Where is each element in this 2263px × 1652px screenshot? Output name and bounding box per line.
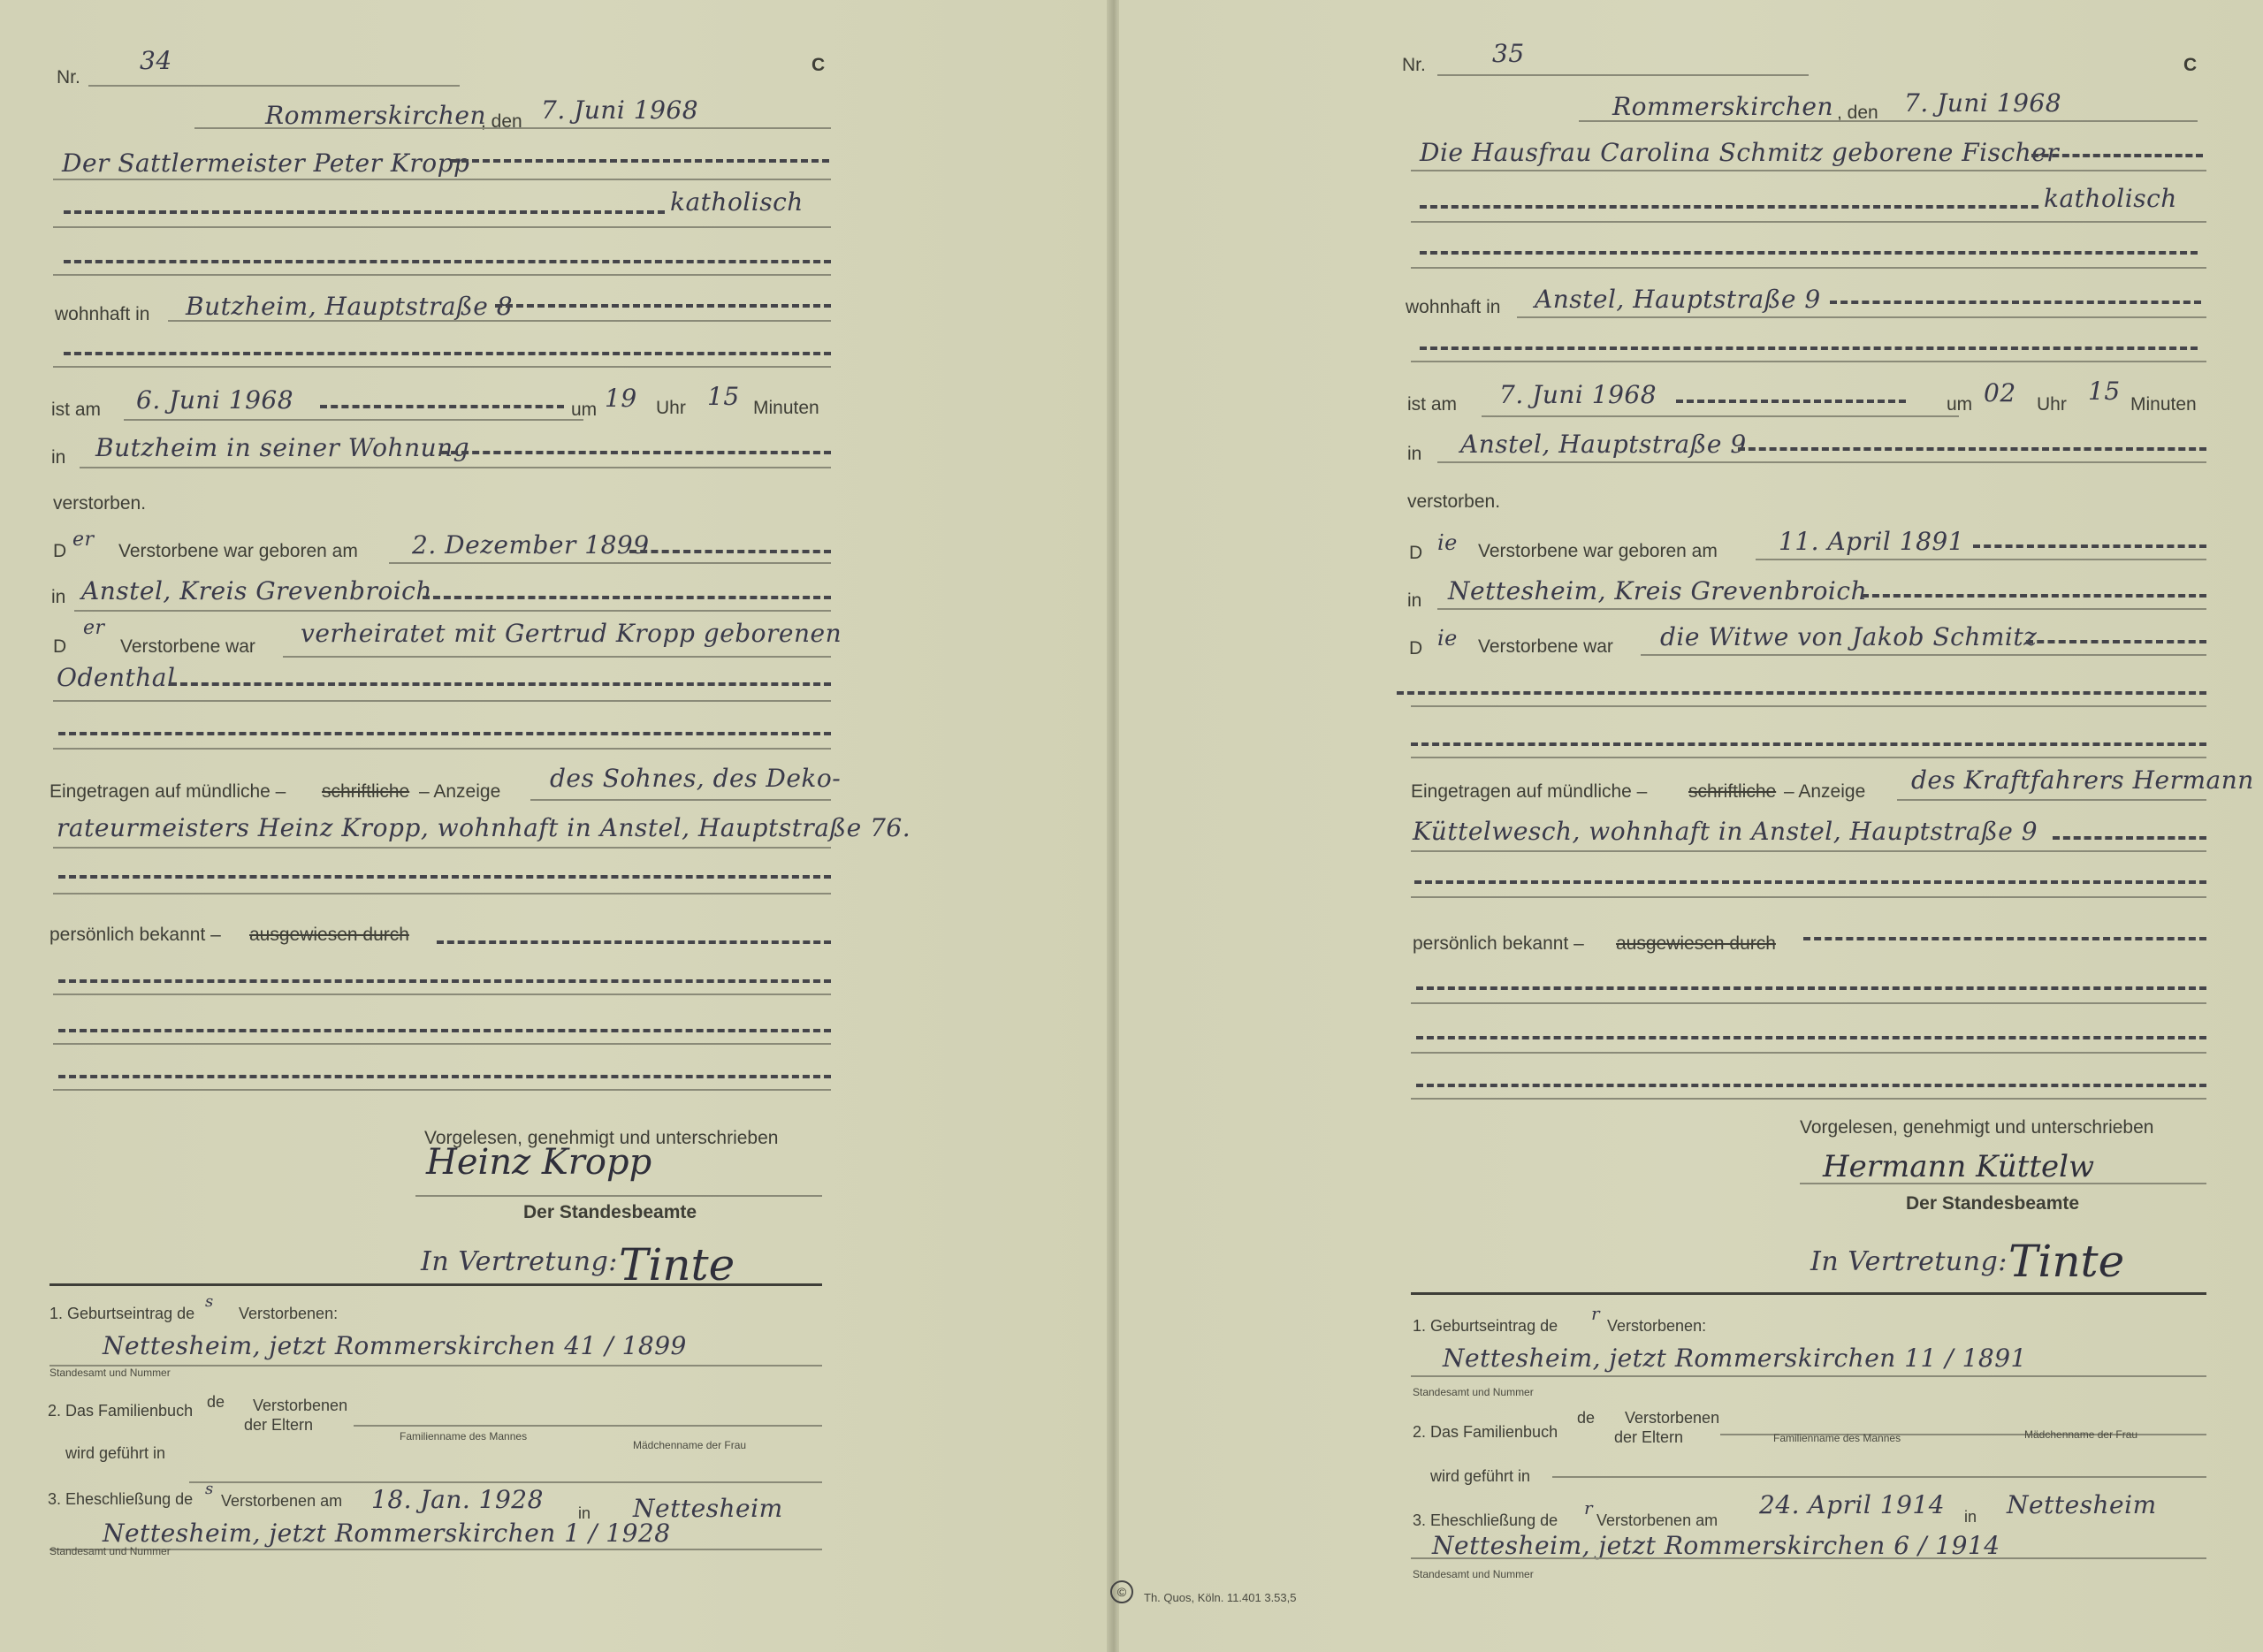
note1-value: Nettesheim, jetzt Rommerskirchen 41 / 1899	[103, 1331, 687, 1360]
marital-status: die Witwe von Jakob Schmitz	[1660, 622, 2038, 651]
rule	[53, 700, 831, 702]
birth-date: 11. April 1891	[1779, 527, 1965, 556]
rule	[1411, 1098, 2206, 1100]
maedchenname-frau: Mädchenname der Frau	[2024, 1428, 2138, 1441]
fill-dash	[1397, 691, 2206, 695]
entry-number: 35	[1492, 39, 1525, 68]
rule	[1411, 221, 2206, 223]
death-place: Butzheim in seiner Wohnung	[95, 433, 470, 462]
in-label: in	[1407, 590, 1422, 611]
entry-date: 7. Juni 1968	[541, 95, 699, 125]
in-label: in	[51, 447, 66, 468]
deceased-line: Die Hausfrau Carolina Schmitz geborene Fischer	[1420, 138, 2060, 167]
divider	[1411, 1292, 2206, 1295]
fill-dash	[423, 596, 831, 599]
standesamt-label: Standesamt und Nummer	[1413, 1568, 1534, 1580]
standesamt-label: Standesamt und Nummer	[50, 1367, 171, 1379]
official-signature: Tinte	[2008, 1236, 2125, 1287]
deceased-line: Der Sattlermeister Peter Kropp	[62, 148, 470, 178]
informant-signature: Hermann Küttelw	[1823, 1149, 2095, 1184]
note1-tail: Verstorbenen:	[1607, 1317, 1707, 1335]
vertretung-label: In Vertretung:	[421, 1246, 618, 1277]
rule	[1579, 120, 2198, 122]
rule	[53, 893, 831, 895]
religion: katholisch	[2044, 184, 2177, 213]
place: Rommerskirchen	[265, 101, 486, 130]
fill-dash	[495, 304, 831, 308]
rule	[1437, 74, 1809, 76]
death-date: 7. Juni 1968	[1499, 380, 1657, 409]
standesbeamte-label: Der Standesbeamte	[523, 1202, 697, 1222]
fill-dash	[58, 1075, 831, 1078]
wohnhaft-label: wohnhaft in	[1406, 297, 1501, 317]
bekannt-label: persönlich bekannt –	[1413, 933, 1584, 954]
fill-dash	[629, 550, 831, 553]
fill-dash	[440, 451, 831, 454]
familienname-mann: Familienname des Mannes	[400, 1430, 528, 1443]
verstorbene-war-label: Verstorbene war	[120, 636, 255, 657]
rule	[53, 847, 831, 849]
fill-dash	[1420, 251, 2198, 255]
fill-dash	[2026, 640, 2206, 643]
verstorbene-war-label: Verstorbene war	[1478, 636, 1613, 657]
schriftliche-struck: schriftliche	[1688, 781, 1777, 802]
note3-value: Nettesheim, jetzt Rommerskirchen 1 / 1928	[103, 1519, 671, 1548]
fill-dash	[58, 1029, 831, 1032]
note1-suffix: s	[205, 1292, 214, 1311]
marital-status: verheiratet mit Gertrud Kropp geborenen	[301, 619, 842, 648]
marriage-date: 18. Jan. 1928	[371, 1485, 544, 1514]
marriage-place: Nettesheim	[633, 1494, 783, 1523]
divider	[50, 1283, 822, 1286]
rule	[415, 1195, 822, 1197]
death-minutes: 15	[2088, 377, 2121, 406]
note3-value: Nettesheim, jetzt Rommerskirchen 6 / 1914	[1432, 1531, 2000, 1560]
rule	[80, 467, 831, 468]
note3-suffix: s	[205, 1480, 214, 1498]
vorgelesen-text: Vorgelesen, genehmigt und unterschrieben	[424, 1128, 779, 1148]
letter-code: C	[2183, 55, 2198, 75]
rule	[1897, 799, 2206, 801]
note2-gefuehrt: wird geführt in	[1430, 1467, 1531, 1485]
ist-am-label: ist am	[51, 400, 102, 420]
gender-suffix: er	[72, 529, 95, 551]
note2-verstorbenen: Verstorbenen	[253, 1397, 348, 1414]
d-prefix: D	[1409, 543, 1423, 563]
um-label: um	[1947, 394, 1973, 415]
fill-dash	[1830, 301, 2201, 304]
fill-dash	[1416, 1036, 2206, 1039]
den-label: , den	[1837, 103, 1878, 123]
eingetragen-label: Eingetragen auf mündliche –	[50, 781, 286, 802]
rule	[53, 366, 831, 368]
rule	[1411, 1557, 2206, 1559]
fill-dash	[1738, 447, 2206, 451]
rule	[530, 799, 831, 801]
rule	[1756, 559, 2206, 560]
rule	[354, 1425, 822, 1427]
printer-imprint: Th. Quos, Köln. 11.401 3.53,5	[1144, 1591, 1297, 1604]
note2-eltern: der Eltern	[244, 1416, 314, 1434]
fill-dash	[64, 352, 831, 355]
note1-tail: Verstorbenen:	[239, 1305, 339, 1322]
gender-suffix: ie	[1437, 626, 1458, 651]
place: Rommerskirchen	[1612, 92, 1833, 121]
informant-cont: Küttelwesch, wohnhaft in Anstel, Hauptstraße 9	[1413, 817, 2038, 846]
informant: des Sohnes, des Deko-	[550, 764, 842, 793]
death-hour: 02	[1984, 378, 2016, 407]
fill-dash	[1416, 1084, 2206, 1087]
fill-dash	[58, 732, 831, 735]
informant-signature: Heinz Kropp	[426, 1142, 652, 1183]
note2-verstorbenen: Verstorbenen	[1625, 1409, 1720, 1427]
uhr-label: Uhr	[2037, 394, 2067, 415]
rule	[194, 127, 831, 129]
d-prefix: D	[1409, 638, 1423, 659]
entry-number: 34	[140, 46, 172, 75]
fill-dash	[1803, 937, 2206, 940]
rule	[1411, 850, 2206, 852]
rule	[53, 993, 831, 995]
marital-status-cont: Odenthal	[57, 663, 176, 692]
rule	[1411, 267, 2206, 269]
official-signature: Tinte	[619, 1239, 735, 1290]
fill-dash	[64, 210, 665, 214]
note2-label: 2. Das Familienbuch	[1413, 1423, 1558, 1441]
fill-dash	[1973, 544, 2206, 548]
rule	[1437, 461, 2206, 463]
vorgelesen-text: Vorgelesen, genehmigt und unterschrieben	[1800, 1117, 2154, 1138]
note3-label: 3. Eheschließung de	[48, 1490, 194, 1508]
um-label: um	[571, 400, 598, 420]
birth-place: Nettesheim, Kreis Grevenbroich	[1448, 576, 1868, 605]
rule	[1552, 1476, 2206, 1478]
death-date: 6. Juni 1968	[136, 385, 294, 415]
marriage-date: 24. April 1914	[1759, 1490, 1946, 1519]
in-label: in	[1407, 444, 1422, 464]
uhr-label: Uhr	[656, 398, 686, 418]
residence: Anstel, Hauptstraße 9	[1535, 285, 1821, 314]
rule	[1411, 1002, 2206, 1004]
in-label: in	[51, 587, 66, 607]
nr-label: Nr.	[1402, 55, 1426, 75]
fill-dash	[320, 405, 564, 408]
death-place: Anstel, Hauptstraße 9	[1460, 430, 1747, 459]
schriftliche-struck: schriftliche	[322, 781, 410, 802]
fill-dash	[2031, 154, 2203, 157]
rule	[168, 320, 831, 322]
rule	[88, 85, 460, 87]
rule	[1411, 170, 2206, 171]
standesamt-label: Standesamt und Nummer	[1413, 1386, 1534, 1398]
rule	[74, 610, 831, 612]
note2-de: de	[1577, 1409, 1596, 1427]
nr-label: Nr.	[57, 67, 80, 88]
rule	[389, 562, 831, 564]
birth-place: Anstel, Kreis Grevenbroich	[81, 576, 432, 605]
minuten-label: Minuten	[2130, 394, 2197, 415]
fill-dash	[1414, 880, 2206, 884]
marriage-place: Nettesheim	[2007, 1490, 2157, 1519]
fill-dash	[1862, 594, 2206, 598]
note3-tail: Verstorbenen am	[1596, 1511, 1718, 1529]
ausgewiesen-struck: ausgewiesen durch	[249, 925, 409, 945]
rule	[53, 1043, 831, 1045]
gender-suffix: er	[83, 617, 105, 639]
left-page	[0, 0, 1112, 1652]
fill-dash	[1420, 346, 2198, 350]
standesbeamte-label: Der Standesbeamte	[1906, 1193, 2080, 1214]
familienname-mann: Familienname des Mannes	[1773, 1432, 1901, 1444]
den-label: , den	[481, 111, 522, 132]
note3-in: in	[578, 1504, 591, 1522]
fill-dash	[1676, 400, 1906, 403]
note1-value: Nettesheim, jetzt Rommerskirchen 11 / 1891	[1443, 1344, 2027, 1373]
maedchenname-frau: Mädchenname der Frau	[633, 1439, 747, 1451]
rule	[189, 1481, 822, 1483]
note2-label: 2. Das Familienbuch	[48, 1402, 194, 1420]
fill-dash	[1411, 742, 2206, 746]
rule	[53, 1089, 831, 1091]
ist-am-label: ist am	[1407, 394, 1458, 415]
verstorben-label: verstorben.	[53, 493, 147, 514]
rule	[1411, 896, 2206, 898]
note1-suffix: r	[1591, 1303, 1601, 1324]
religion: katholisch	[670, 187, 804, 217]
rule	[1800, 1183, 2206, 1184]
residence: Butzheim, Hauptstraße 8	[186, 292, 514, 321]
bekannt-label: persönlich bekannt –	[50, 925, 221, 945]
wohnhaft-label: wohnhaft in	[55, 304, 150, 324]
fill-dash	[437, 940, 831, 944]
entry-date: 7. Juni 1968	[1904, 88, 2062, 118]
vertretung-label: In Vertretung:	[1810, 1246, 2008, 1277]
rule	[1411, 1375, 2206, 1377]
informant-cont: rateurmeisters Heinz Kropp, wohnhaft in Anstel, Hauptstraße 76.	[57, 813, 911, 842]
geboren-label: Verstorbene war geboren am	[1478, 541, 1718, 561]
fill-dash	[170, 682, 831, 686]
rule	[1437, 608, 2206, 610]
d-prefix: D	[53, 636, 67, 657]
death-hour: 19	[605, 384, 637, 413]
note1-label: 1. Geburtseintrag de	[50, 1305, 195, 1322]
fill-dash	[64, 260, 831, 263]
rule	[1411, 1052, 2206, 1054]
note3-suffix: r	[1584, 1497, 1594, 1519]
letter-code: C	[811, 55, 826, 75]
gender-suffix: ie	[1437, 530, 1458, 555]
fill-dash	[1420, 205, 2038, 209]
standesamt-label: Standesamt und Nummer	[50, 1545, 171, 1557]
rule	[1411, 361, 2206, 362]
fill-dash	[451, 159, 829, 163]
rule	[53, 274, 831, 276]
ausgewiesen-struck: ausgewiesen durch	[1616, 933, 1776, 954]
fill-dash	[2053, 836, 2206, 840]
anzeige-label: – Anzeige	[1784, 781, 1866, 802]
rule	[1411, 705, 2206, 707]
note2-gefuehrt: wird geführt in	[65, 1444, 166, 1462]
rule	[1482, 415, 1959, 417]
fill-dash	[58, 875, 831, 879]
rule	[1641, 654, 2206, 656]
minuten-label: Minuten	[753, 398, 819, 418]
rule	[124, 419, 583, 421]
printer-mark-icon: ©	[1110, 1580, 1133, 1603]
rule	[1517, 316, 2206, 318]
right-page	[1119, 0, 2263, 1652]
note1-label: 1. Geburtseintrag de	[1413, 1317, 1558, 1335]
geboren-label: Verstorbene war geboren am	[118, 541, 358, 561]
note2-eltern: der Eltern	[1614, 1428, 1684, 1446]
note3-in: in	[1964, 1508, 1977, 1526]
note2-de: de	[207, 1393, 225, 1411]
rule	[53, 226, 831, 228]
rule	[53, 748, 831, 750]
verstorben-label: verstorben.	[1407, 491, 1501, 512]
birth-date: 2. Dezember 1899	[412, 530, 650, 560]
note3-label: 3. Eheschließung de	[1413, 1511, 1558, 1529]
rule	[1411, 757, 2206, 758]
death-minutes: 15	[707, 382, 740, 411]
informant: des Kraftfahrers Hermann	[1911, 765, 2254, 795]
d-prefix: D	[53, 541, 67, 561]
rule	[283, 656, 831, 658]
anzeige-label: – Anzeige	[419, 781, 501, 802]
eingetragen-label: Eingetragen auf mündliche –	[1411, 781, 1648, 802]
rule	[53, 179, 831, 180]
note3-tail: Verstorbenen am	[221, 1492, 343, 1510]
fill-dash	[1416, 986, 2206, 990]
fill-dash	[58, 979, 831, 983]
